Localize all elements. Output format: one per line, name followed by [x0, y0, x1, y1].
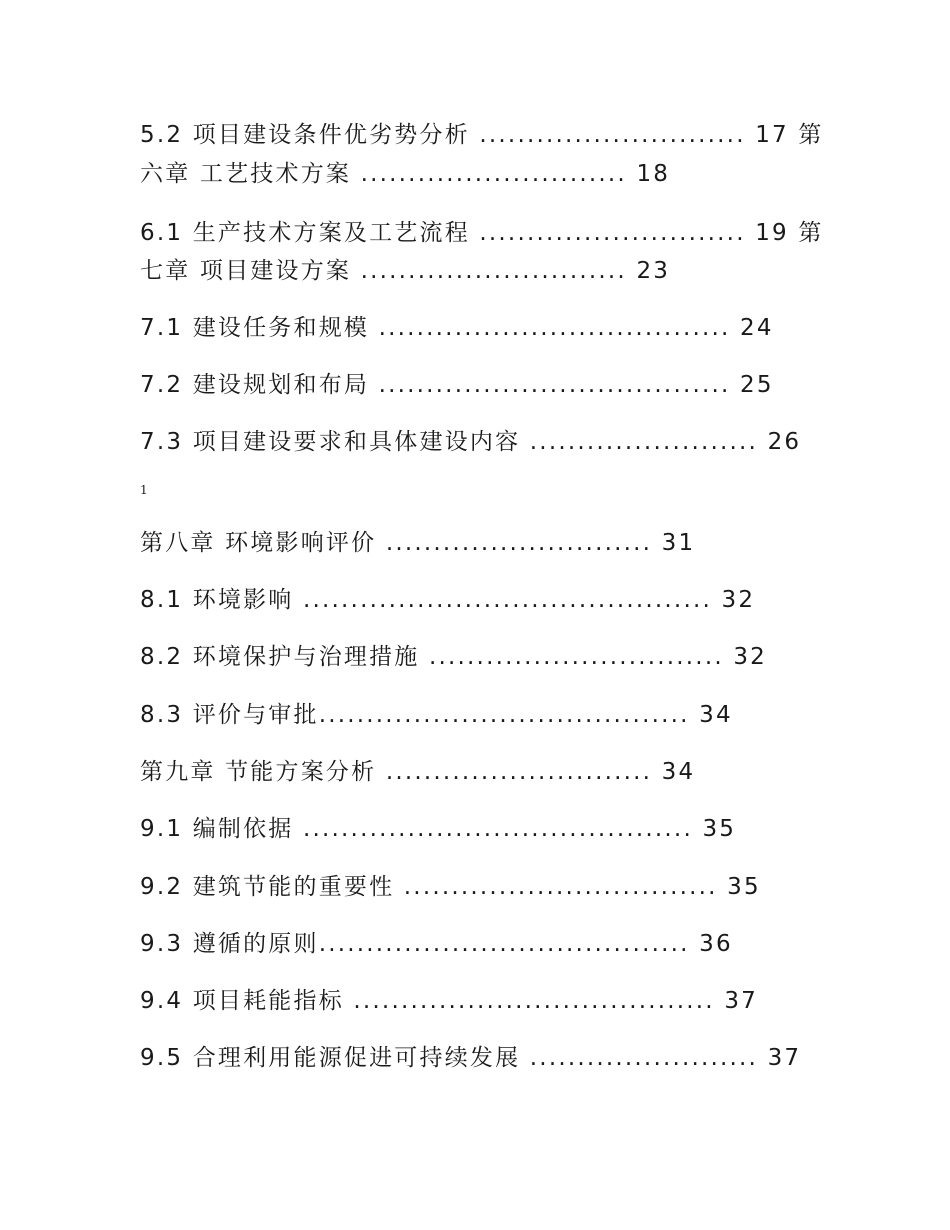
toc-entry-8-2[interactable]: 8.2 环境保护与治理措施 ............................... 32	[140, 644, 768, 670]
toc-entry-6-1[interactable]: 6.1 生产技术方案及工艺流程 ............................ 19 第	[140, 220, 824, 246]
toc-entry-7-2[interactable]: 7.2 建设规划和布局 ..................................... 25	[140, 372, 774, 398]
toc-entry-chapter-6[interactable]: 六章 工艺技术方案 ............................ 18	[140, 161, 671, 187]
toc-entry-5-2[interactable]: 5.2 项目建设条件优劣势分析 ............................ 17 第	[140, 122, 824, 148]
toc-entry-chapter-7[interactable]: 七章 项目建设方案 ............................ 23	[140, 258, 671, 284]
toc-entry-8-1[interactable]: 8.1 环境影响 ........................................... 32	[140, 587, 756, 613]
toc-entry-chapter-8[interactable]: 第八章 环境影响评价 ............................ 31	[140, 530, 696, 556]
toc-entry-9-4[interactable]: 9.4 项目耗能指标 ...................................... 37	[140, 988, 758, 1014]
toc-entry-7-3[interactable]: 7.3 项目建设要求和具体建设内容 ........................ 26	[140, 429, 802, 455]
toc-entry-9-5[interactable]: 9.5 合理利用能源促进可持续发展 ........................ 37	[140, 1045, 802, 1071]
toc-entry-8-3[interactable]: 8.3 评价与审批....................................... 34	[140, 702, 733, 728]
toc-entry-7-1[interactable]: 7.1 建设任务和规模 ..................................... 24	[140, 315, 774, 341]
page-number: 1	[140, 483, 148, 497]
toc-entry-9-3[interactable]: 9.3 遵循的原则....................................... 36	[140, 931, 733, 957]
toc-entry-chapter-9[interactable]: 第九章 节能方案分析 ............................ 34	[140, 759, 696, 785]
toc-entry-9-1[interactable]: 9.1 编制依据 ......................................... 35	[140, 816, 737, 842]
toc-entry-9-2[interactable]: 9.2 建筑节能的重要性 ................................. 35	[140, 874, 761, 900]
